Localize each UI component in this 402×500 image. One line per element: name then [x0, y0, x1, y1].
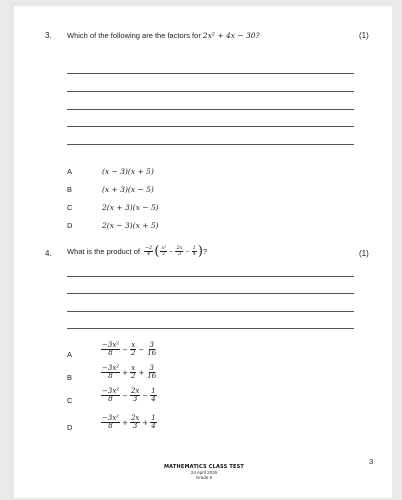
page-number: 3 — [369, 457, 374, 466]
q4-option-c[interactable] — [100, 388, 158, 404]
minus-sign: − — [185, 248, 190, 255]
fraction-numerator: −3x² — [102, 364, 120, 372]
fraction — [146, 365, 157, 381]
operator-sign: − — [122, 391, 128, 400]
fraction — [130, 365, 136, 381]
q3-option-a-letter: A — [67, 167, 73, 176]
q3-number: 3. — [45, 31, 52, 40]
fraction-denominator: 4 — [151, 422, 156, 431]
fraction-numerator: 3 — [149, 341, 154, 349]
fraction-denominator: 2 — [130, 349, 136, 358]
operator-sign: − — [122, 345, 128, 354]
fraction-denominator: 16 — [147, 372, 157, 381]
operator-sign: + — [122, 368, 128, 377]
operator-sign: + — [122, 418, 128, 427]
fraction-numerator: −3x² — [102, 341, 120, 349]
q4-option-d-letter: D — [67, 423, 73, 432]
q3-question-text: Which of the following are the factors for — [67, 31, 201, 40]
fraction — [146, 342, 157, 358]
fraction-denominator: 8 — [108, 422, 113, 431]
q4-number: 4. — [45, 249, 52, 258]
footer — [144, 464, 264, 481]
fraction — [101, 365, 120, 381]
q3-marks: (1) — [359, 31, 369, 40]
fraction-denominator: 4 — [151, 395, 156, 404]
answer-line[interactable] — [67, 276, 354, 277]
operator-sign: + — [142, 418, 149, 427]
fraction-numerator: −3x² — [102, 414, 120, 422]
fraction — [130, 388, 140, 404]
q3-expression: 2x² + 4x − 30? — [202, 31, 260, 40]
footer-date: 24 April 2026 — [190, 470, 218, 475]
operator-sign: + — [138, 368, 145, 377]
q3-option-d-letter: D — [67, 221, 73, 230]
fraction-denominator: 3 — [132, 395, 138, 404]
fraction-numerator: 3 — [149, 364, 154, 372]
q4-option-a[interactable] — [100, 342, 158, 358]
q4-question-mark: ? — [202, 247, 208, 256]
q4-inner-fraction — [192, 246, 197, 258]
fraction — [150, 415, 156, 431]
q3-option-b-letter: B — [67, 185, 73, 194]
minus-sign: − — [169, 248, 174, 255]
q4-option-a-letter: A — [67, 350, 73, 359]
close-paren: ) — [197, 244, 203, 259]
test-page — [14, 6, 392, 498]
fraction — [130, 415, 140, 431]
fraction — [150, 388, 156, 404]
answer-line[interactable] — [67, 109, 354, 110]
fraction-numerator: 2x — [130, 414, 140, 422]
fraction-numerator: 1 — [192, 244, 196, 251]
operator-sign: − — [138, 345, 145, 354]
q3-question — [67, 31, 260, 40]
operator-sign: − — [142, 391, 149, 400]
q4-option-c-letter: C — [67, 396, 73, 405]
q4-option-b[interactable] — [100, 365, 158, 381]
q4-marks: (1) — [359, 249, 369, 258]
answer-line[interactable] — [67, 126, 354, 127]
fraction-denominator: 2 — [162, 251, 166, 257]
answer-line[interactable] — [67, 73, 354, 74]
q3-option-b-text[interactable]: (x + 3)(x − 5) — [102, 185, 154, 194]
fraction-denominator: 3 — [132, 422, 138, 431]
fraction-denominator: 8 — [108, 372, 113, 381]
fraction-numerator: 1 — [151, 414, 156, 422]
fraction-numerator: 1 — [151, 387, 156, 395]
fraction-numerator: 2x — [130, 387, 140, 395]
fraction — [101, 415, 120, 431]
fraction-numerator: −2 — [144, 244, 153, 251]
fraction — [101, 388, 120, 404]
fraction-denominator: 8 — [108, 395, 113, 404]
answer-line[interactable] — [67, 293, 354, 294]
fraction — [130, 342, 136, 358]
fraction-denominator: 16 — [147, 349, 157, 358]
q4-inner-fraction — [175, 246, 183, 258]
answer-line[interactable] — [67, 311, 354, 312]
q3-option-a-text[interactable]: (x − 3)(x + 5) — [102, 167, 154, 176]
q4-inner-fraction — [160, 246, 167, 258]
q4-option-b-letter: B — [67, 373, 73, 382]
open-paren: ( — [154, 244, 160, 259]
fraction-denominator: 8 — [108, 349, 113, 358]
fraction-denominator: 4 — [147, 251, 151, 257]
q3-option-c-letter: C — [67, 203, 73, 212]
fraction-numerator: 2x — [176, 244, 183, 251]
answer-line[interactable] — [67, 91, 354, 92]
footer-grade: Grade 9 — [195, 475, 213, 481]
fraction-denominator: 4 — [192, 251, 196, 257]
fraction-denominator: 3 — [177, 251, 182, 257]
fraction-numerator: x — [131, 341, 136, 349]
answer-line[interactable] — [67, 328, 354, 329]
fraction-numerator: −3x² — [102, 387, 120, 395]
q3-option-c-text[interactable]: 2(x + 3)(x − 5) — [102, 203, 159, 212]
q4-question-text: What is the product of — [67, 247, 140, 256]
fraction-denominator: 2 — [130, 372, 136, 381]
fraction-numerator: x — [131, 364, 136, 372]
footer-title: MATHEMATICS CLASS TEST — [164, 464, 244, 470]
q4-option-d[interactable] — [100, 415, 158, 431]
fraction-numerator: x² — [161, 244, 167, 251]
q3-option-d-text[interactable]: 2(x − 3)(x + 5) — [102, 221, 159, 230]
answer-line[interactable] — [67, 144, 354, 145]
q4-question — [67, 245, 207, 258]
q4-outer-fraction — [144, 246, 153, 258]
fraction — [101, 342, 120, 358]
